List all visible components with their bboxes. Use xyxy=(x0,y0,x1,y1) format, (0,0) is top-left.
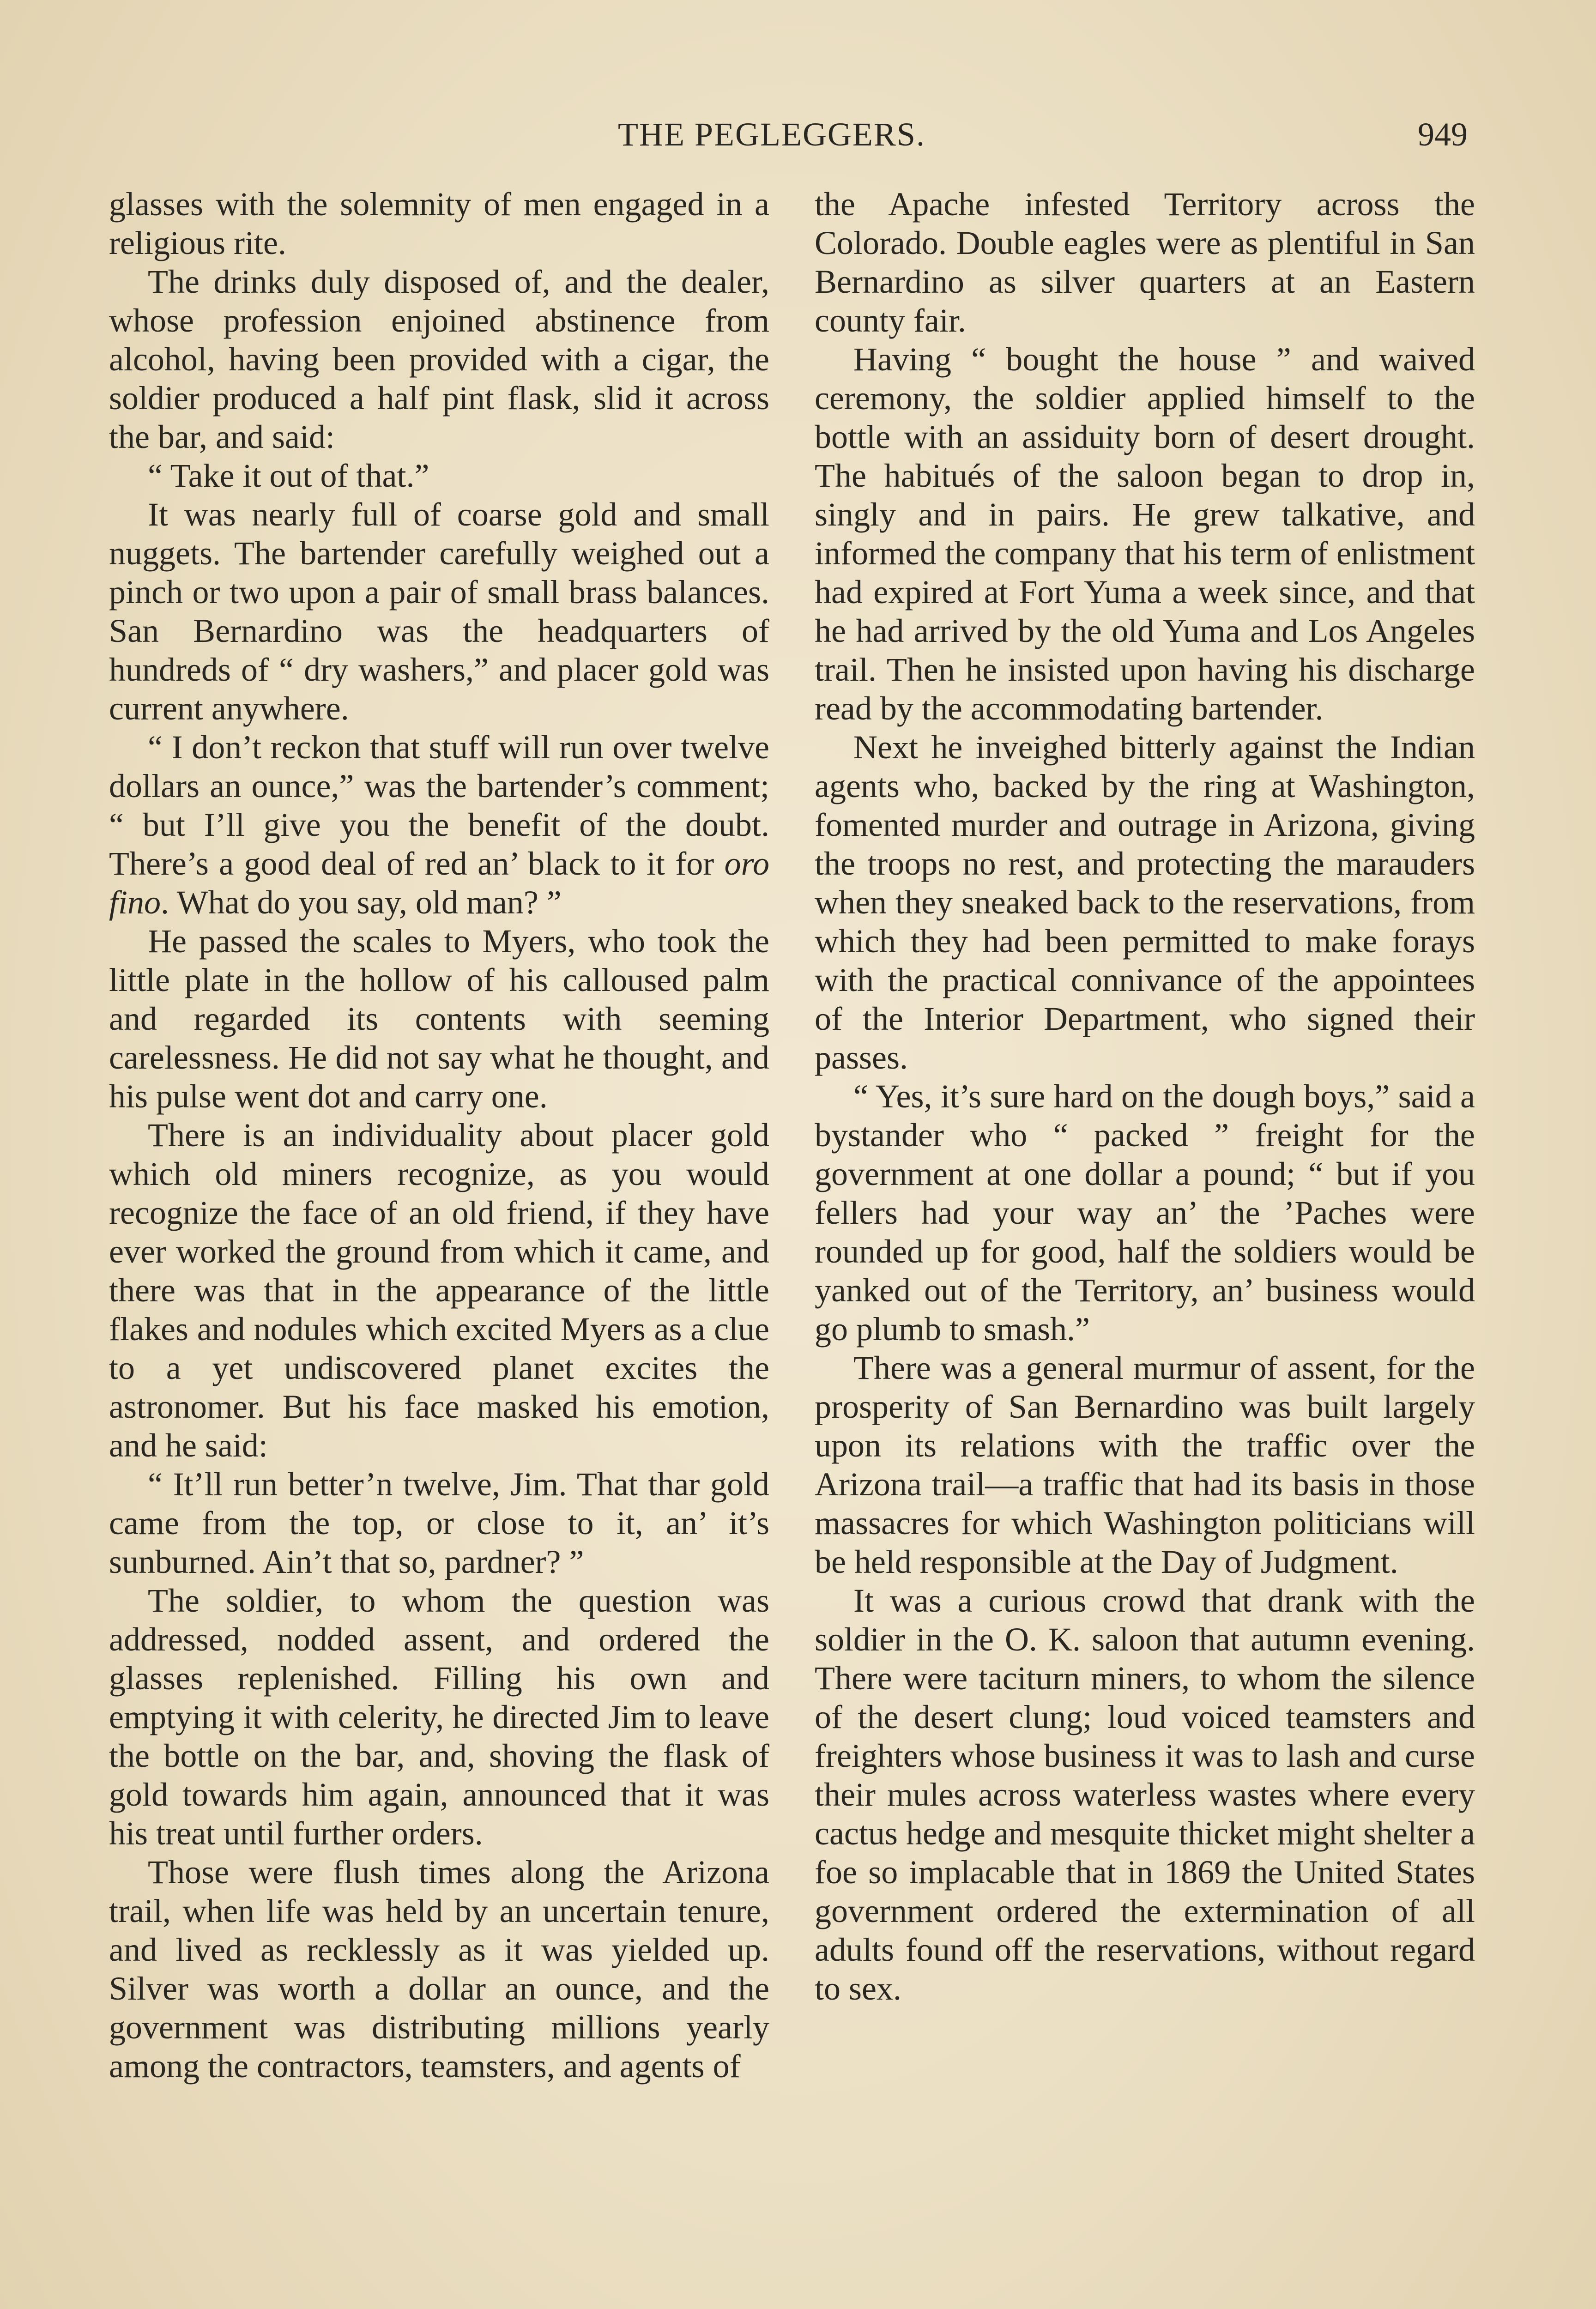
paragraph: “ It’ll run better’n twelve, Jim. That thar gold came from the top, or close to it, an’ it’s sunburned. Ain’t that so, pardner? ” xyxy=(109,1466,769,1580)
paragraph-text: . What do you say, old man? ” xyxy=(161,884,562,921)
italic-phrase: oro fino xyxy=(109,845,770,921)
running-head xyxy=(0,109,1596,160)
page-number: 949 xyxy=(1418,116,1468,153)
paragraph: He passed the scales to Myers, who took the little plate in the hollow of his calloused palm and regarded its contents with seeming carelessness. He did not say what he thought, and his pulse went dot and carry one. xyxy=(109,923,769,1115)
right-column xyxy=(815,185,1475,2008)
paragraph: “ Take it out of that.” xyxy=(148,457,429,494)
paragraph-text: “ I don’t reckon that stuff will run over twelve dollars an ounce,” was the bartender’s comment; “ but I’ll give you the benefit of the doubt. There’s a good deal of red an’ black to it for xyxy=(109,729,769,882)
paragraph: “ Yes, it’s sure hard on the dough boys,” said a bystander who “ packed ” freight for the government at one dollar a pound; “ but if you fellers had your way an’ the ’Paches were rounded up for good, half the soldiers would be yanked out of the Territory, an’ business would go plumb to smash.” xyxy=(815,1078,1475,1348)
paragraph: It was nearly full of coarse gold and small nuggets. The bartender carefully weighed out a pinch or two upon a pair of small brass balances. San Bernardino was the headquarters of hundreds of “ dry washers,” and placer gold was current anywhere. xyxy=(109,496,769,727)
paragraph: the Apache infested Territory across the Colorado. Double eagles were as plentiful in San Bernardino as silver quarters at an Eastern county fair. xyxy=(815,186,1475,339)
paragraph: The drinks duly disposed of, and the dealer, whose profession enjoined abstinence from alcohol, having been provided with a cigar, the soldier produced a half pint flask, slid it across the bar, and said: xyxy=(109,263,769,455)
paragraph: Those were flush times along the Arizona trail, when life was held by an uncertain tenure, and lived as recklessly as it was yielded up. Silver was worth a dollar an ounce, and the government was distributing millions yearly among the contractors, teamsters, and agents of xyxy=(109,1854,769,2085)
left-column xyxy=(109,185,769,2085)
paragraph: Having “ bought the house ” and waived ceremony, the soldier applied himself to the bottle with an assiduity born of desert drought. The habitués of the saloon began to drop in, singly and in pairs. He grew talkative, and informed the company that his term of enlistment had expired at Fort Yuma a week since, and that he had arrived by the old Yuma and Los Angeles trail. Then he insisted upon having his discharge read by the accommodating bartender. xyxy=(815,341,1475,727)
paragraph: Next he inveighed bitterly against the Indian agents who, backed by the ring at Washington, fomented murder and outrage in Arizona, giving the troops no rest, and protecting the marauders when they sneaked back to the reservations, from which they had been permitted to make forays with the practical connivance of the appointees of the Interior Department, who signed their passes. xyxy=(815,729,1475,1076)
paragraph: The soldier, to whom the question was addressed, nodded assent, and ordered the glasses replenished. Filling his own and emptying it with celerity, he directed Jim to leave the bottle on the bar, and, shoving the flask of gold towards him again, announced that it was his treat until further orders. xyxy=(109,1582,769,1852)
paragraph: There was a general murmur of assent, for the prosperity of San Bernardino was built largely upon its relations with the traffic over the Arizona trail—a traffic that had its basis in those massacres for which Washington politicians will be held responsible at the Day of Judgment. xyxy=(815,1349,1475,1580)
paragraph xyxy=(109,728,769,922)
paragraph: There is an individuality about placer gold which old miners recognize, as you would recognize the face of an old friend, if they have ever worked the ground from which it came, and there was that in the appearance of the little flakes and nodules which excited Myers as a clue to a yet undiscovered planet excites the astronomer. But his face masked his emotion, and he said: xyxy=(109,1117,769,1464)
paragraph: glasses with the solemnity of men engaged in a religious rite. xyxy=(109,186,769,261)
running-title: THE PEGLEGGERS. xyxy=(618,116,925,153)
paragraph: It was a curious crowd that drank with the soldier in the O. K. saloon that autumn evening. There were taciturn miners, to whom the silence of the desert clung; loud voiced teamsters and freighters whose business it was to lash and curse their mules across waterless wastes where every cactus hedge and mesquite thicket might shelter a foe so implacable that in 1869 the United States government ordered the extermination of all adults found off the reservations, without regard to sex. xyxy=(815,1582,1475,2007)
